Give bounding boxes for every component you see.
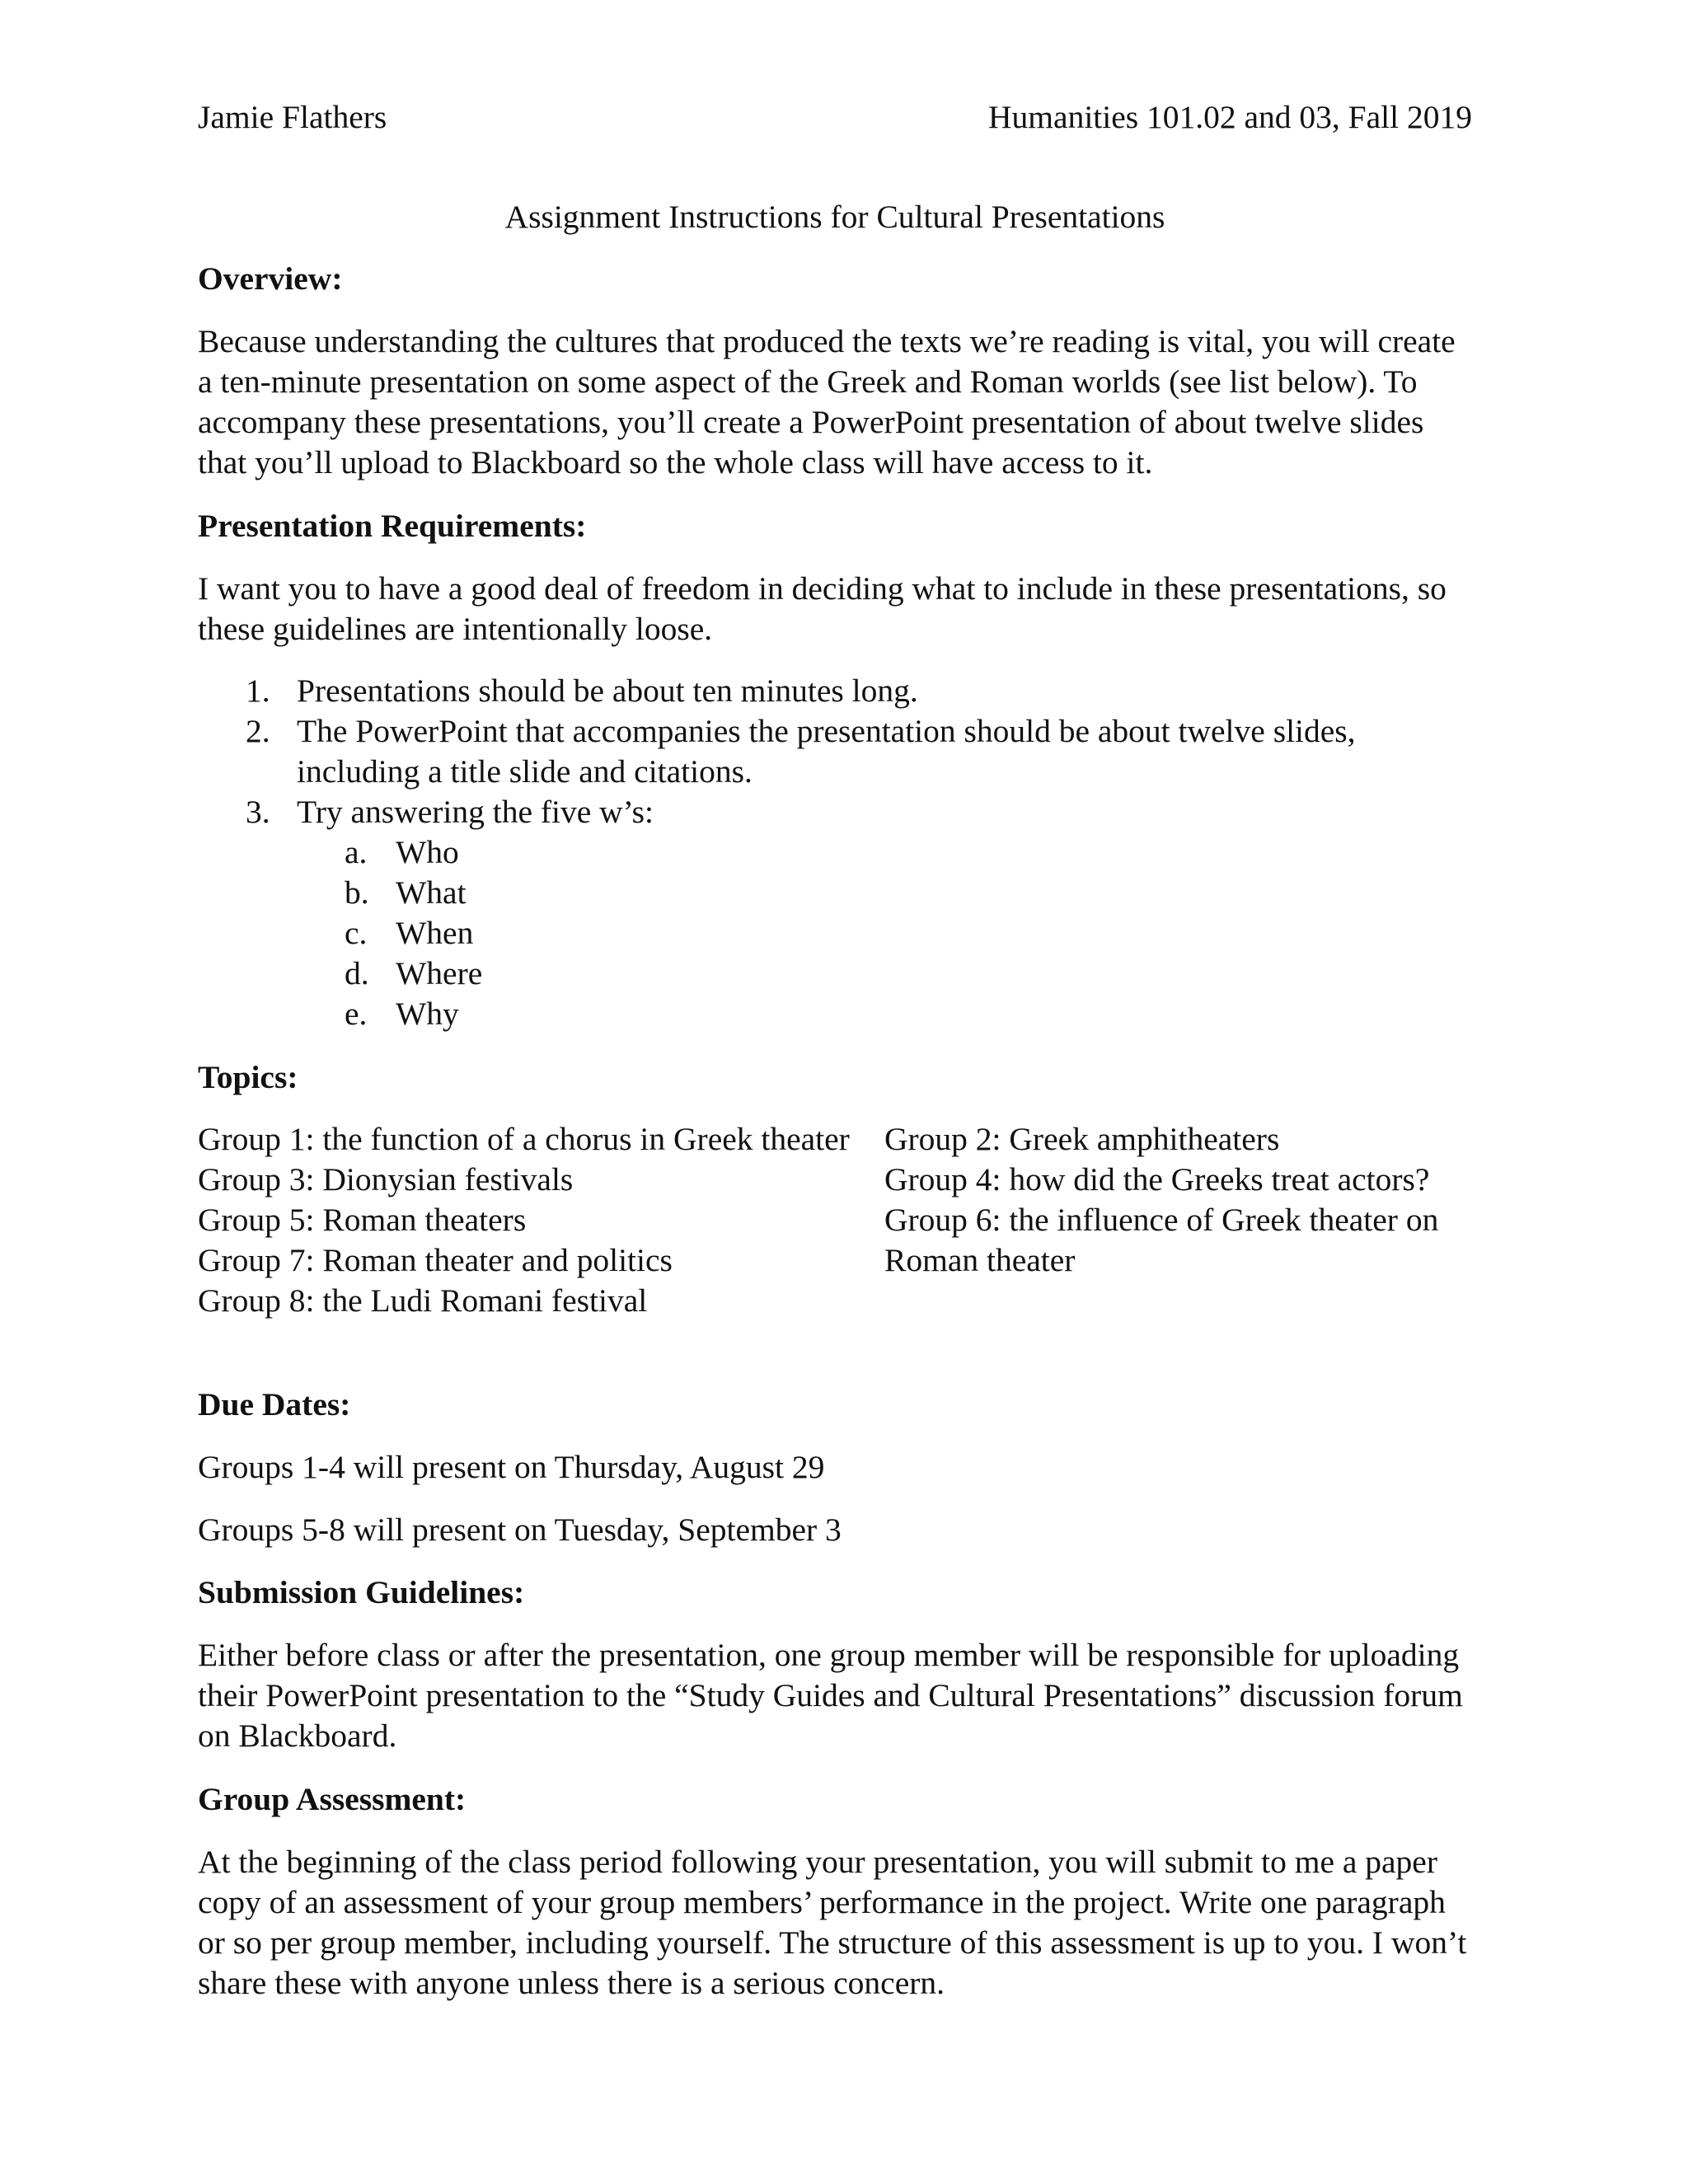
due-date-line: Groups 5-8 will present on Tuesday, September 3: [198, 1511, 842, 1548]
document-title: Assignment Instructions for Cultural Presentations: [504, 199, 1165, 235]
list-item-text: The PowerPoint that accompanies the presentation should be about twelve slides, including a title slide and citations.: [297, 713, 1356, 790]
sub-list-letter: b.: [345, 874, 369, 911]
sub-list-letter: d.: [345, 955, 369, 991]
sub-list-item: [297, 954, 1472, 994]
sub-list-item: [297, 873, 1472, 913]
assessment-text: At the beginning of the class period following your presentation, you will submit to me a paper copy of an assessment of your group members’ performance in the project. Write one paragraph or so per group member, including yourself. The structure of this assessment is up to you. I won’t share these with anyone unless there is a serious concern.: [198, 1844, 1467, 2001]
due-date-line: Groups 1-4 will present on Thursday, August 29: [198, 1449, 825, 1485]
course-name: Humanities 101.02 and 03, Fall 2019: [988, 99, 1472, 135]
sub-list-text: Who: [396, 834, 459, 870]
document-page: [198, 97, 1472, 2004]
requirements-list: [198, 671, 1472, 1034]
topic-item: Group 3: Dionysian festivals: [198, 1161, 574, 1197]
requirements-heading: Presentation Requirements:: [198, 508, 587, 544]
topic-item: Group 1: the function of a chorus in Greek theater: [198, 1121, 850, 1157]
overview-text: Because understanding the cultures that produced the texts we’re reading is vital, you will create a ten-minute presentation on some aspect of the Greek and Roman worlds (see list below). To accompany these presentations, you’ll create a PowerPoint presentation of about twelve slides that you’ll upload to Blackboard so the whole class will have access to it.: [198, 323, 1456, 480]
list-number: 2.: [246, 713, 270, 749]
sub-list-text: What: [396, 874, 467, 911]
sub-list-letter: a.: [345, 834, 368, 870]
overview-heading: Overview:: [198, 260, 343, 297]
sub-list-text: When: [396, 915, 474, 951]
author-name: Jamie Flathers: [198, 99, 387, 135]
list-item: [198, 792, 1472, 1034]
list-item-text: Try answering the five w’s:: [297, 794, 654, 830]
topic-item: Group 6: the influence of Greek theater on Roman theater: [884, 1202, 1439, 1278]
sub-list-item: [297, 913, 1472, 954]
sub-list-letter: e.: [345, 996, 368, 1032]
submission-text: Either before class or after the presentation, one group member will be responsible for uploading their PowerPoint presentation to the “Study Guides and Cultural Presentations” discussion forum on Blackboard.: [198, 1637, 1463, 1754]
due-dates-heading: Due Dates:: [198, 1386, 351, 1422]
list-number: 1.: [246, 673, 270, 709]
sub-list-item: [297, 994, 1472, 1034]
sub-list-letter: c.: [345, 915, 368, 951]
five-ws-list: [297, 832, 1472, 1034]
topics-left-column: [198, 1119, 884, 1321]
topics-right-column: [884, 1119, 1472, 1321]
list-item: [198, 671, 1472, 711]
sub-list-item: [297, 832, 1472, 873]
sub-list-text: Why: [396, 996, 459, 1032]
requirements-intro: I want you to have a good deal of freedom in deciding what to include in these presentations, so these guidelines are intentionally loose.: [198, 570, 1447, 647]
topic-item: Group 7: Roman theater and politics: [198, 1242, 673, 1278]
topic-item: Group 4: how did the Greeks treat actors?: [884, 1161, 1430, 1197]
topics-table: [198, 1119, 1472, 1321]
assessment-heading: Group Assessment:: [198, 1781, 467, 1817]
topics-heading: Topics:: [198, 1059, 298, 1095]
page-header: [198, 97, 1472, 138]
topic-item: Group 2: Greek amphitheaters: [884, 1121, 1280, 1157]
topic-item: Group 5: Roman theaters: [198, 1202, 527, 1238]
submission-heading: Submission Guidelines:: [198, 1574, 525, 1610]
list-item: [198, 711, 1472, 792]
sub-list-text: Where: [396, 955, 483, 991]
list-number: 3.: [246, 794, 270, 830]
topic-item: Group 8: the Ludi Romani festival: [198, 1282, 648, 1319]
list-item-text: Presentations should be about ten minutes long.: [297, 673, 918, 709]
